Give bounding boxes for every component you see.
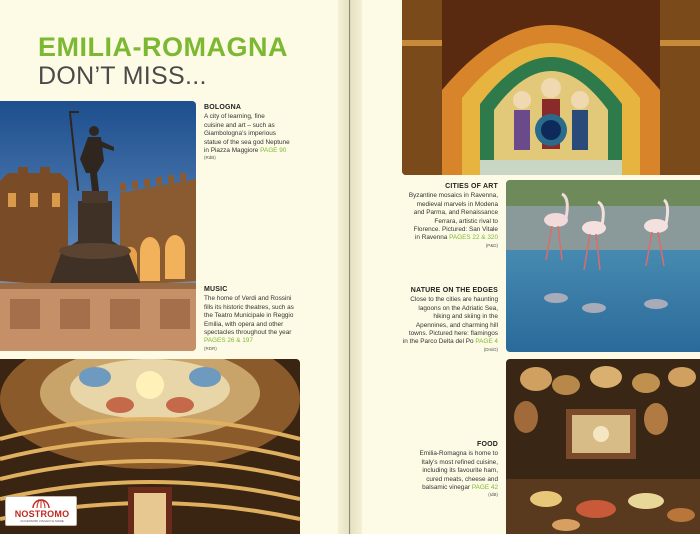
logo-name: NOSTROMO [14,509,70,519]
nature-line-4: Apennines, and charming hill [415,321,498,329]
globe-icon [32,498,50,508]
food-shop-photo [506,359,700,534]
food-line-2: Italy’s most refined cuisine, [421,458,498,466]
nature-line-5: towns. Pictured here: flamingos [408,330,498,338]
nature-line-3: hiking and skiing in the [433,313,498,321]
food-line-4: cured meats, cheese and [426,475,498,483]
cities-heading: CITIES OF ART [445,183,498,190]
bologna-line-1: A city of learning, fine [204,113,265,121]
food-page-ref: PAGE 42 [471,484,498,492]
food-heading: FOOD [476,441,498,448]
cities-caption [390,183,498,249]
music-line-2: fills its historic theatres, such as [204,303,294,311]
cities-line-6: in Ravenna [414,234,448,242]
nature-line-1: Close to the cities are haunting [410,296,498,304]
nature-photo-code: (DmiD) [483,346,498,352]
bologna-line-5: in Piazza Maggiore [204,147,259,155]
music-photo-code: (RDR) [204,345,217,351]
cities-page-ref: PAGES 22 & 320 [449,234,498,242]
page-subtitle: DON’T MISS... [38,62,207,90]
food-caption [400,441,498,498]
music-heading: MUSIC [204,286,228,293]
bologna-line-2: cuisine and art – such as [204,121,275,129]
flamingos-photo [506,180,700,352]
music-line-4: Emilia, with opera and other [204,320,284,328]
cities-line-5: Florence. Pictured: San Vitale [413,226,498,234]
bologna-neptune-photo [0,101,196,351]
food-line-5: balsamic vinegar [422,484,471,492]
san-vitale-mosaic-photo [402,0,700,175]
food-photo-code: (IdB) [488,492,498,498]
nostromo-logo [5,496,77,526]
cities-line-4: Ferrara, artistic rival to [434,217,498,225]
bologna-page-ref: PAGE 90 [260,147,287,155]
nature-line-6: in the Parco Delta del Po [402,338,474,346]
cities-line-1: Byzantine mosaics in Ravenna, [408,192,498,200]
music-line-1: The home of Verdi and Rossini [204,295,292,303]
bologna-caption [204,104,304,161]
bologna-photo-code: (RdB) [204,155,216,161]
bologna-line-3: Giambologna’s imperious [204,130,276,138]
nature-caption [396,287,498,353]
food-line-3: including its favourite ham, [422,467,498,475]
cities-line-2: medieval marvels in Modena [416,200,498,208]
music-line-5: spectacles throughout the year [204,329,292,337]
music-page-ref: PAGES 26 & 197 [204,337,253,345]
nature-heading: NATURE ON THE EDGES [410,287,498,294]
music-caption [204,286,314,352]
bologna-heading: BOLOGNA [204,104,242,111]
cities-photo-code: (P&D) [485,242,498,248]
book-gutter [338,0,362,534]
logo-tagline: ACCESSORI VIAGGIO E MARE [20,519,64,523]
book-spine-line [349,0,350,534]
bologna-line-4: statue of the sea god Neptune [204,138,290,146]
food-line-1: Emilia-Romagna is home to [419,450,498,458]
nature-page-ref: PAGE 4 [475,338,498,346]
nature-line-2: lagoons on the Adriatic Sea, [418,304,498,312]
page-title: EMILIA-ROMAGNA [38,32,288,62]
cities-line-3: and Parma, and Renaissance [413,209,498,217]
music-line-3: the Teatro Municipale in Reggio [204,312,294,320]
